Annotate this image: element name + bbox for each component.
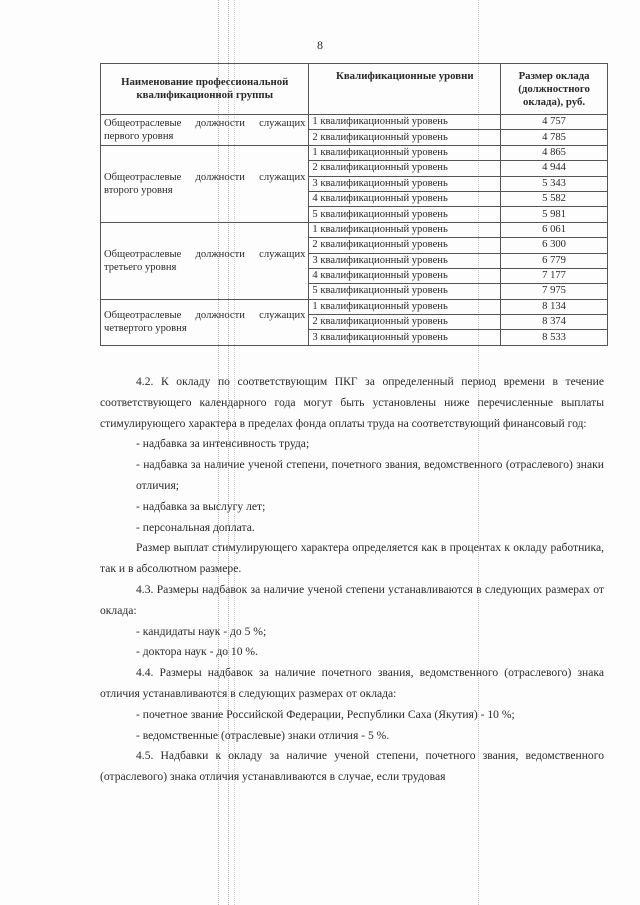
salary-cell: 5 343 <box>501 176 608 191</box>
salary-cell: 8 374 <box>501 315 608 330</box>
table-row <box>101 222 608 237</box>
level-cell: 3 квалификационный уровень <box>309 330 501 345</box>
list-item: - персональная доплата. <box>136 520 255 534</box>
salary-cell: 4 785 <box>501 130 608 145</box>
level-cell: 2 квалификационный уровень <box>309 161 501 176</box>
paragraph-4-5: 4.5. Надбавки к окладу за наличие ученой степени, почетного звания, ведомственного (отраслевого) знака отличия устанавливаются в случае, если трудовая <box>100 749 604 784</box>
level-cell: 4 квалификационный уровень <box>309 191 501 206</box>
table-row <box>101 115 608 130</box>
group-name-cell: Общеотраслевые должности служащих второго уровня <box>101 145 309 222</box>
list-item: - ведомственные (отраслевые) знаки отличия - 5 %. <box>136 728 390 742</box>
salary-cell: 6 061 <box>501 222 608 237</box>
group-name-cell: Общеотраслевые должности служащих четвертого уровня <box>101 299 309 345</box>
list-item: - почетное звание Российской Федерации, Республики Саха (Якутия) - 10 %; <box>136 707 515 721</box>
level-cell: 4 квалификационный уровень <box>309 268 501 283</box>
salary-cell: 8 134 <box>501 299 608 314</box>
salary-cell: 7 177 <box>501 268 608 283</box>
level-cell: 1 квалификационный уровень <box>309 222 501 237</box>
level-cell: 1 квалификационный уровень <box>309 115 501 130</box>
document-body <box>100 372 604 788</box>
salary-cell: 5 981 <box>501 207 608 222</box>
list-item: - доктора наук - до 10 %. <box>136 645 258 659</box>
salary-cell: 8 533 <box>501 330 608 345</box>
paragraph-note: Размер выплат стимулирующего характера определяется как в процентах к окладу работника, так и в абсолютном размере. <box>100 541 604 576</box>
table-header-row <box>101 64 608 115</box>
salary-cell: 6 300 <box>501 238 608 253</box>
level-cell: 3 квалификационный уровень <box>309 176 501 191</box>
level-cell: 1 квалификационный уровень <box>309 299 501 314</box>
salary-cell: 7 975 <box>501 284 608 299</box>
level-cell: 2 квалификационный уровень <box>309 315 501 330</box>
level-cell: 3 квалификационный уровень <box>309 253 501 268</box>
level-cell: 2 квалификационный уровень <box>309 238 501 253</box>
group-name-cell: Общеотраслевые должности служащих первого уровня <box>101 115 309 146</box>
salary-cell: 6 779 <box>501 253 608 268</box>
page-number: 8 <box>317 38 323 52</box>
level-cell: 5 квалификационный уровень <box>309 284 501 299</box>
group-name-cell: Общеотраслевые должности служащих третьего уровня <box>101 222 309 299</box>
paragraph-4-3: 4.3. Размеры надбавок за наличие ученой степени устанавливаются в следующих размерах от оклада: <box>100 582 604 617</box>
level-cell: 2 квалификационный уровень <box>309 130 501 145</box>
salary-cell: 5 582 <box>501 191 608 206</box>
paragraph-4-4: 4.4. Размеры надбавок за наличие почетного звания, ведомственного (отраслевого) знака отличия устанавливаются в следующих размерах от оклада: <box>100 666 604 700</box>
paragraph-4-2: 4.2. К окладу по соответствующим ПКГ за определенный период времени в течение соответствующего календарного года могут быть установлены ниже перечисленные выплаты стимулирующего характера в пределах фонда оплаты труда на соответствующий финансовый год: <box>100 375 604 430</box>
salary-cell: 4 944 <box>501 161 608 176</box>
header-salary: Размер оклада (должностного оклада), руб. <box>501 64 608 115</box>
salary-table <box>100 63 608 346</box>
table-row <box>101 145 608 160</box>
level-cell: 1 квалификационный уровень <box>309 145 501 160</box>
table-row <box>101 299 608 314</box>
list-item: - надбавка за интенсивность труда; <box>136 437 310 451</box>
header-group-name: Наименование профессиональной квалификационной группы <box>101 64 309 115</box>
list-item: - надбавка за выслугу лет; <box>136 499 266 513</box>
salary-cell: 4 757 <box>501 115 608 130</box>
salary-cell: 4 865 <box>501 145 608 160</box>
header-qualification-level: Квалификационные уровни <box>309 64 501 115</box>
list-item: - кандидаты наук - до 5 %; <box>136 624 267 638</box>
level-cell: 5 квалификационный уровень <box>309 207 501 222</box>
list-item: - надбавка за наличие ученой степени, почетного звания, ведомственного (отраслевого) знаки отличия; <box>136 458 604 492</box>
